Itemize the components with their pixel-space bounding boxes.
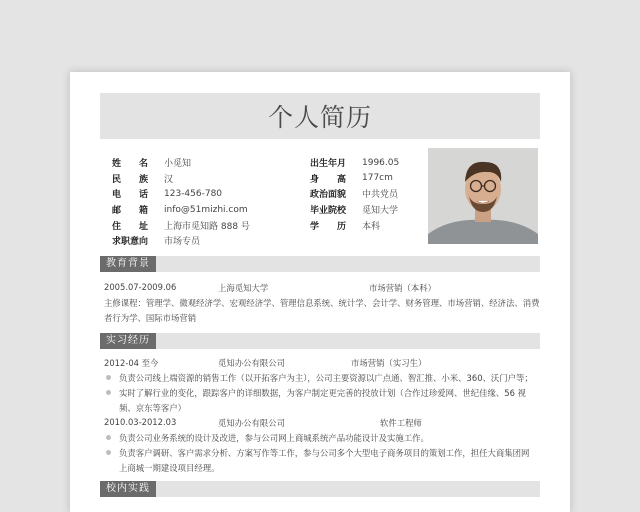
info-key: 姓 名 bbox=[112, 159, 149, 170]
info-key: 学 历 bbox=[310, 221, 347, 232]
resume-title: 个人简历 bbox=[100, 93, 540, 139]
resume-sheet bbox=[70, 72, 570, 512]
info-key: 民 族 bbox=[112, 174, 149, 185]
info-key: 身 高 bbox=[310, 174, 347, 185]
personal-info-right bbox=[310, 155, 399, 233]
edu-courses: 主修课程：管理学、微观经济学、宏观经济学、管理信息系统、统计学、会计学、财务管理、市场营销、经济法、消费者行为学、国际市场营销 bbox=[104, 298, 540, 323]
info-key: 出生年月 bbox=[310, 159, 347, 170]
info-value: info@51mizhi.com bbox=[164, 204, 248, 215]
bullet-dot-icon bbox=[106, 435, 111, 440]
edu-period: 2005.07-2009.06 bbox=[104, 282, 177, 292]
education-heading: 教育背景 bbox=[100, 256, 156, 272]
portrait-photo bbox=[428, 148, 538, 244]
info-value: 本科 bbox=[362, 221, 381, 232]
info-value: 市场专员 bbox=[164, 237, 201, 248]
info-row bbox=[310, 186, 399, 202]
info-row bbox=[112, 155, 250, 171]
job-period: 2012-04 至今 bbox=[104, 358, 159, 368]
job-point-text: 负责公司线上端资源的销售工作（以开拓客户为主），公司主要资源以广点通、智汇推、小米、360、沃门户等； bbox=[119, 373, 533, 383]
info-key: 住 址 bbox=[112, 221, 149, 232]
info-key: 邮 箱 bbox=[112, 206, 149, 217]
personal-info-left bbox=[112, 155, 250, 249]
job-company: 觅知办公有限公司 bbox=[218, 358, 285, 368]
education-section-bar bbox=[100, 256, 540, 272]
info-row bbox=[310, 155, 399, 171]
info-row bbox=[310, 171, 399, 187]
experience-section-bar bbox=[100, 333, 540, 349]
info-value: 觅知大学 bbox=[362, 206, 399, 217]
info-value: 中共党员 bbox=[362, 190, 399, 201]
job-point bbox=[106, 431, 536, 446]
bullet-dot-icon bbox=[106, 450, 111, 455]
bullet-dot-icon bbox=[106, 390, 111, 395]
portrait-icon bbox=[428, 148, 538, 244]
job-role: 市场营销（实习生） bbox=[351, 358, 427, 368]
job-point bbox=[106, 386, 536, 415]
experience-heading: 实习经历 bbox=[100, 333, 156, 349]
info-row bbox=[112, 233, 250, 249]
info-row bbox=[310, 217, 399, 233]
job-point bbox=[106, 446, 536, 475]
info-row bbox=[112, 202, 250, 218]
info-value: 123-456-780 bbox=[164, 188, 223, 199]
info-row bbox=[310, 202, 399, 218]
info-value: 汉 bbox=[164, 174, 174, 185]
info-value: 上海市觅知路 888 号 bbox=[164, 221, 250, 232]
info-row bbox=[112, 217, 250, 233]
info-value: 177cm bbox=[362, 173, 393, 184]
edu-major: 市场营销（本科） bbox=[369, 283, 436, 293]
job-point-text: 负责客户调研、客户需求分析、方案写作等工作，参与公司多个大型电子商务项目的策划工作，担任大商集团网上商城一期建设项目经理。 bbox=[119, 448, 530, 473]
info-key: 电 话 bbox=[112, 190, 149, 201]
info-key: 求职意向 bbox=[112, 237, 149, 248]
job-period: 2010.03-2012.03 bbox=[104, 417, 177, 427]
info-key: 毕业院校 bbox=[310, 206, 347, 217]
info-row bbox=[112, 186, 250, 202]
job-point bbox=[106, 371, 536, 386]
info-row bbox=[112, 171, 250, 187]
campus-section-bar bbox=[100, 481, 540, 497]
bullet-dot-icon bbox=[106, 375, 111, 380]
edu-school: 上海觅知大学 bbox=[218, 283, 269, 293]
info-key: 政治面貌 bbox=[310, 190, 347, 201]
campus-heading: 校内实践 bbox=[100, 481, 156, 497]
job-point-text: 负责公司业务系统的设计及改进，参与公司网上商城系统产品功能设计及实施工作。 bbox=[119, 433, 429, 443]
info-value: 小觅知 bbox=[164, 159, 192, 170]
job-company: 觅知办公有限公司 bbox=[218, 418, 285, 428]
job-role: 软件工程师 bbox=[380, 418, 422, 428]
info-value: 1996.05 bbox=[362, 157, 400, 168]
job-point-text: 实时了解行业的变化，跟踪客户的详细数据，为客户制定更完善的投放计划（合作过珍爱网、世纪佳缘、56 视频、京东等客户） bbox=[119, 388, 526, 413]
